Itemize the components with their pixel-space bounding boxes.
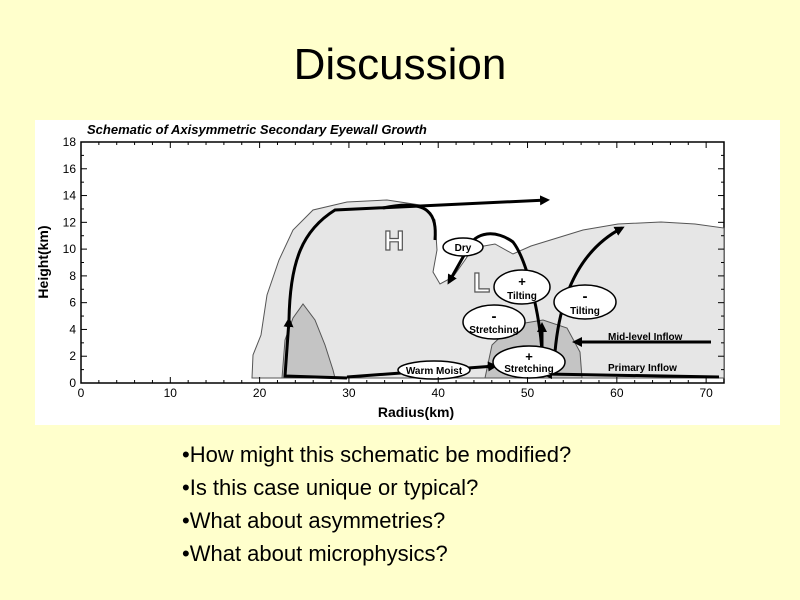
- y-tick-label: 14: [62, 188, 76, 203]
- tilting-plus-label: Tilting: [507, 291, 537, 302]
- y-axis-label: Height(km): [35, 225, 51, 299]
- midlevel-inflow-label: Mid-level Inflow: [608, 332, 683, 343]
- x-tick-label: 20: [252, 386, 267, 400]
- y-tick-label: 0: [69, 376, 76, 390]
- stretching-minus-label: Stretching: [469, 325, 519, 336]
- high-pressure-label: H: [384, 225, 405, 256]
- bullet-item: • Is this case unique or typical?: [182, 471, 571, 504]
- stretching-minus-bubble: [463, 305, 525, 339]
- y-tick-label: 2: [69, 349, 76, 364]
- y-tick-label: 8: [69, 268, 76, 283]
- discussion-bullets: [182, 438, 571, 570]
- x-tick-label: 10: [163, 386, 177, 400]
- figure-title: Schematic of Axisymmetric Secondary Eyewall Growth: [87, 122, 427, 137]
- tilting-minus-sign: -: [582, 288, 588, 305]
- x-tick-label: 30: [342, 386, 356, 400]
- x-tick-label: 60: [610, 386, 624, 400]
- low-pressure-label: L: [473, 267, 491, 298]
- bullet-item: • How might this schematic be modified?: [182, 438, 571, 471]
- primary-inflow-label: Primary Inflow: [608, 363, 677, 374]
- x-tick-label: 40: [431, 386, 445, 400]
- tilting-minus-label: Tilting: [570, 306, 600, 317]
- schematic-figure: [35, 120, 780, 425]
- x-tick-label: 50: [520, 386, 535, 400]
- y-tick-label: 16: [62, 161, 76, 176]
- stretching-minus-sign: -: [491, 308, 497, 325]
- stretching-plus-bubble: [493, 346, 565, 378]
- dry-label: Dry: [454, 243, 472, 254]
- warm-moist-bubble: [398, 361, 470, 379]
- tilting-plus-bubble: [494, 270, 550, 304]
- bullet-item: • What about microphysics?: [182, 537, 571, 570]
- bullet-item: • What about asymmetries?: [182, 504, 571, 537]
- y-tick-label: 6: [69, 295, 76, 310]
- warm-moist-label: Warm Moist: [405, 366, 463, 377]
- y-tick-label: 18: [62, 135, 76, 149]
- tilting-minus-bubble: [554, 285, 616, 319]
- slide-title: Discussion: [293, 40, 507, 89]
- y-tick-label: 4: [69, 322, 76, 337]
- x-tick-label: 0: [77, 386, 85, 400]
- dry-bubble: [443, 238, 483, 256]
- stretching-plus-label: Stretching: [504, 364, 554, 375]
- schematic-svg: [35, 120, 780, 425]
- x-tick-label: 70: [699, 386, 713, 400]
- x-axis-label: Radius(km): [377, 404, 455, 420]
- y-tick-label: 10: [62, 242, 76, 257]
- y-tick-label: 12: [62, 215, 76, 230]
- stretching-plus-sign: +: [525, 349, 533, 364]
- tilting-plus-sign: +: [518, 274, 526, 289]
